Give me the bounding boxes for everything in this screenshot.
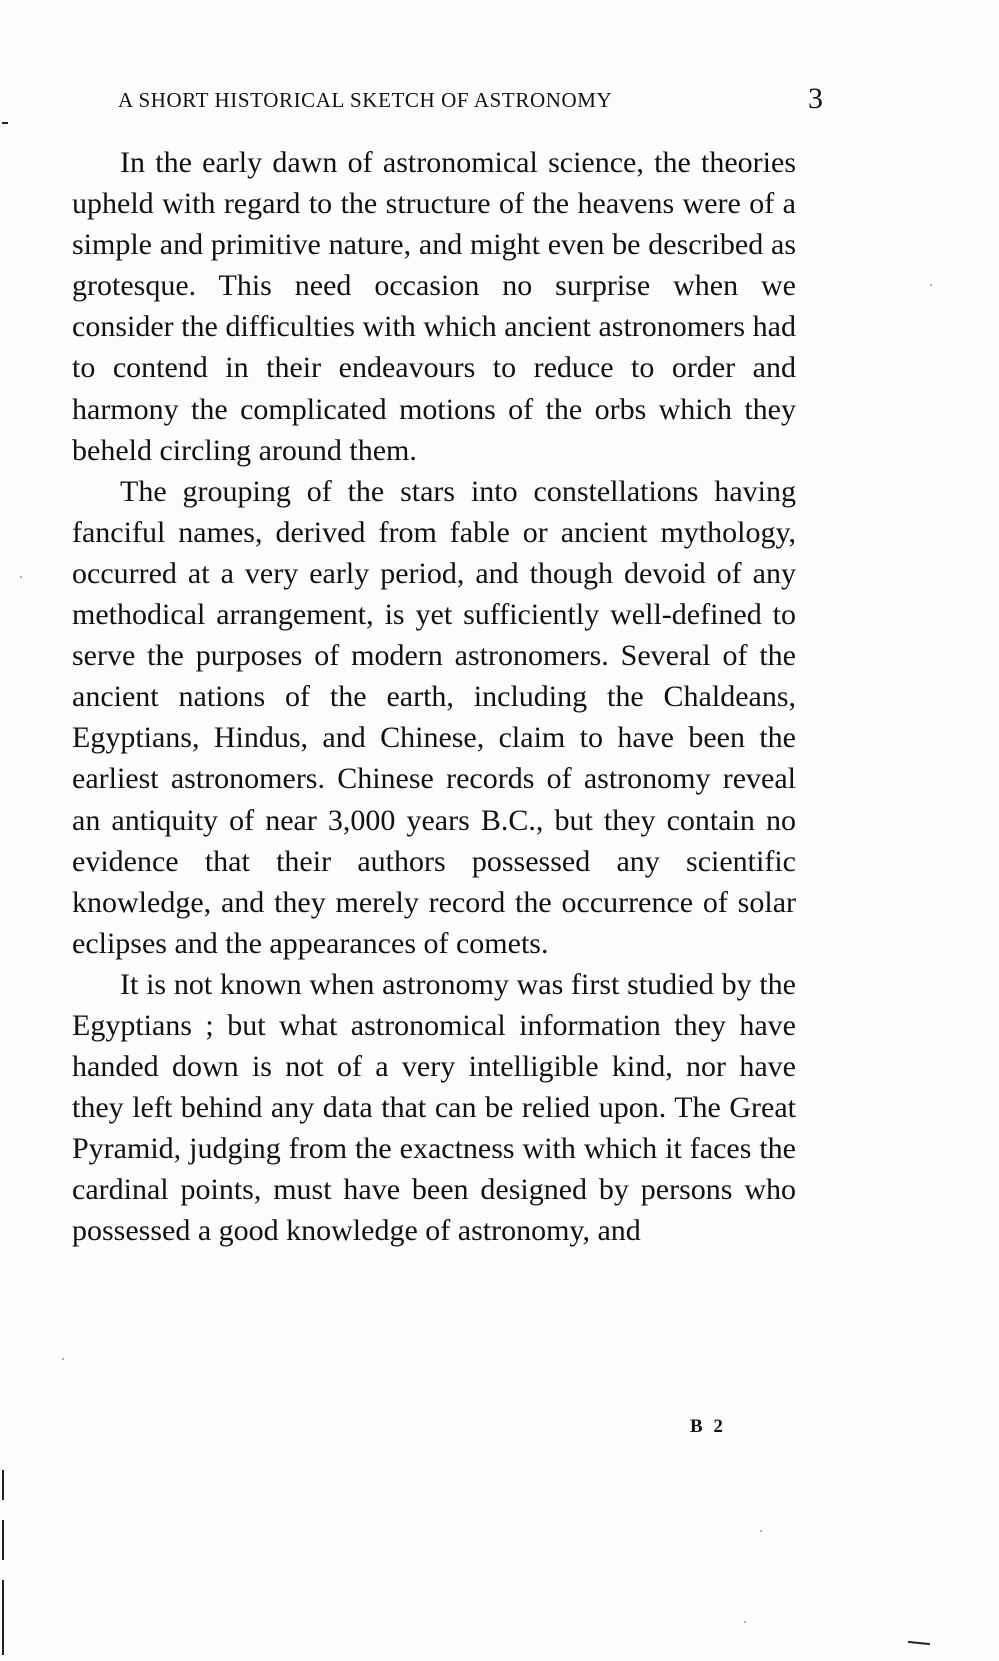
paragraph-2: The grouping of the stars into constellations having fanciful names, derived from fable or ancient mythology, occurred at a very early period, and though devoid of any methodical arrangement, is yet sufficiently well-defined to serve the purposes of modern astronomers. Several of the ancient nations of the earth, including the Chaldeans, Egyptians, Hindus, and Chinese, claim to have been the earliest astronomers. Chinese records of astronomy reveal an antiquity of near 3,000 years B.C., but they contain no evidence that their authors possessed any scientific knowledge, and they merely record the occurrence of solar eclipses and the appearances of comets. — [72, 474, 796, 960]
scan-edge-mark — [2, 1520, 4, 1560]
scan-dust — [62, 1358, 64, 1360]
scan-edge-mark — [908, 1641, 930, 1645]
scan-edge-mark — [2, 1470, 4, 1500]
paragraph-1: In the early dawn of astronomical science, the theories upheld with regard to the structure of the heavens were of a simple and primitive nature, and might even be described as grotesque. This need occasion no surprise when we consider the difficulties with which ancient astronomers had to contend in their endeavours to reduce to order and harmony the complicated motions of the orbs which they beheld circling around them. — [72, 146, 796, 467]
running-header — [118, 82, 823, 122]
signature-mark: B 2 — [690, 1416, 726, 1437]
scan-dust — [760, 1530, 762, 1532]
scan-dust — [744, 1621, 746, 1623]
paragraph-3: It is not known when astronomy was first studied by the Egyptians ; but what astronomical information they have handed down is not of a very intelligible kind, nor have they left behind any data that can be relied upon. The Great Pyramid, judging from the exactness with which it faces the cardinal points, must have been designed by persons who possessed a good knowledge of astronomy, and — [72, 967, 796, 1248]
scan-edge-mark — [2, 122, 8, 124]
body-text — [72, 142, 796, 1252]
running-title: A SHORT HISTORICAL SKETCH OF ASTRONOMY — [118, 88, 613, 112]
scan-dust — [930, 284, 932, 286]
scan-dust — [20, 576, 22, 578]
page-number: 3 — [808, 82, 823, 115]
scan-edge-mark — [2, 1580, 4, 1655]
